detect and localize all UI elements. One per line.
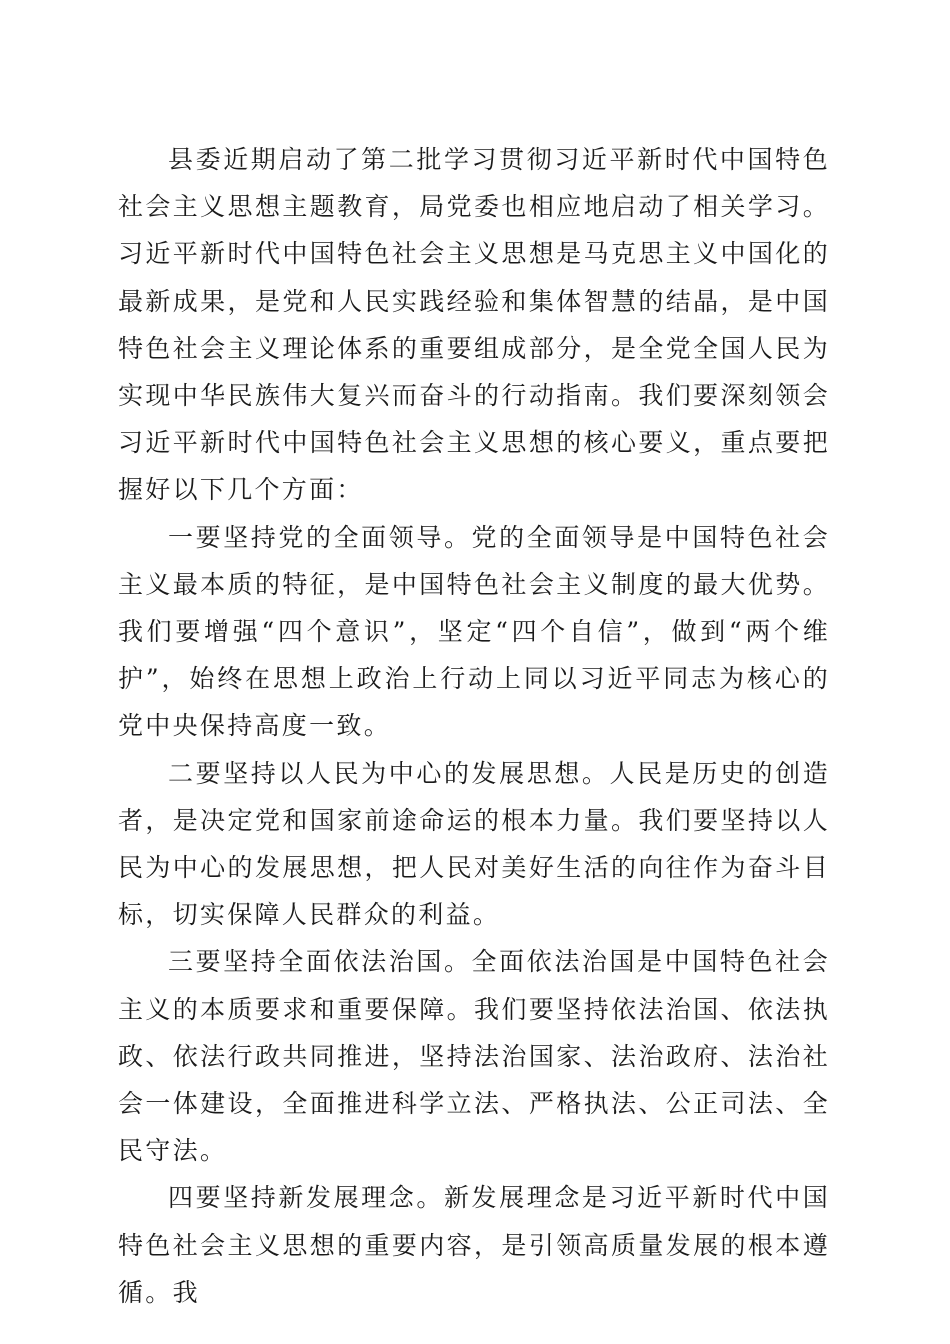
paragraph-point-two: 二要坚持以人民为中心的发展思想。人民是历史的创造者，是决定党和国家前途命运的根本力量。我们要坚持以人民为中心的发展思想，把人民对美好生活的向往作为奋斗目标，切实保障人民群众的利益。 [118, 758, 830, 930]
document-body [118, 136, 830, 1316]
paragraph-point-one: 一要坚持党的全面领导。党的全面领导是中国特色社会主义最本质的特征，是中国特色社会主义制度的最大优势。我们要增强“四个意识”，坚定“四个自信”，做到“两个维护”，始终在思想上政治上行动上同以习近平同志为核心的党中央保持高度一致。 [118, 522, 830, 741]
paragraph-intro: 县委近期启动了第二批学习贯彻习近平新时代中国特色社会主义思想主题教育，局党委也相应地启动了相关学习。习近平新时代中国特色社会主义思想是马克思主义中国化的最新成果，是党和人民实践经验和集体智慧的结晶，是中国特色社会主义理论体系的重要组成部分，是全党全国人民为实现中华民族伟大复兴而奋斗的行动指南。我们要深刻领会习近平新时代中国特色社会主义思想的核心要义，重点要把握好以下几个方面： [118, 145, 830, 505]
paragraph-point-three: 三要坚持全面依法治国。全面依法治国是中国特色社会主义的本质要求和重要保障。我们要坚持依法治国、依法执政、依法行政共同推进，坚持法治国家、法治政府、法治社会一体建设，全面推进科学立法、严格执法、公正司法、全民守法。 [118, 947, 830, 1166]
paragraph-point-four: 四要坚持新发展理念。新发展理念是习近平新时代中国特色社会主义思想的重要内容，是引领高质量发展的根本遵循。我 [118, 1183, 830, 1307]
